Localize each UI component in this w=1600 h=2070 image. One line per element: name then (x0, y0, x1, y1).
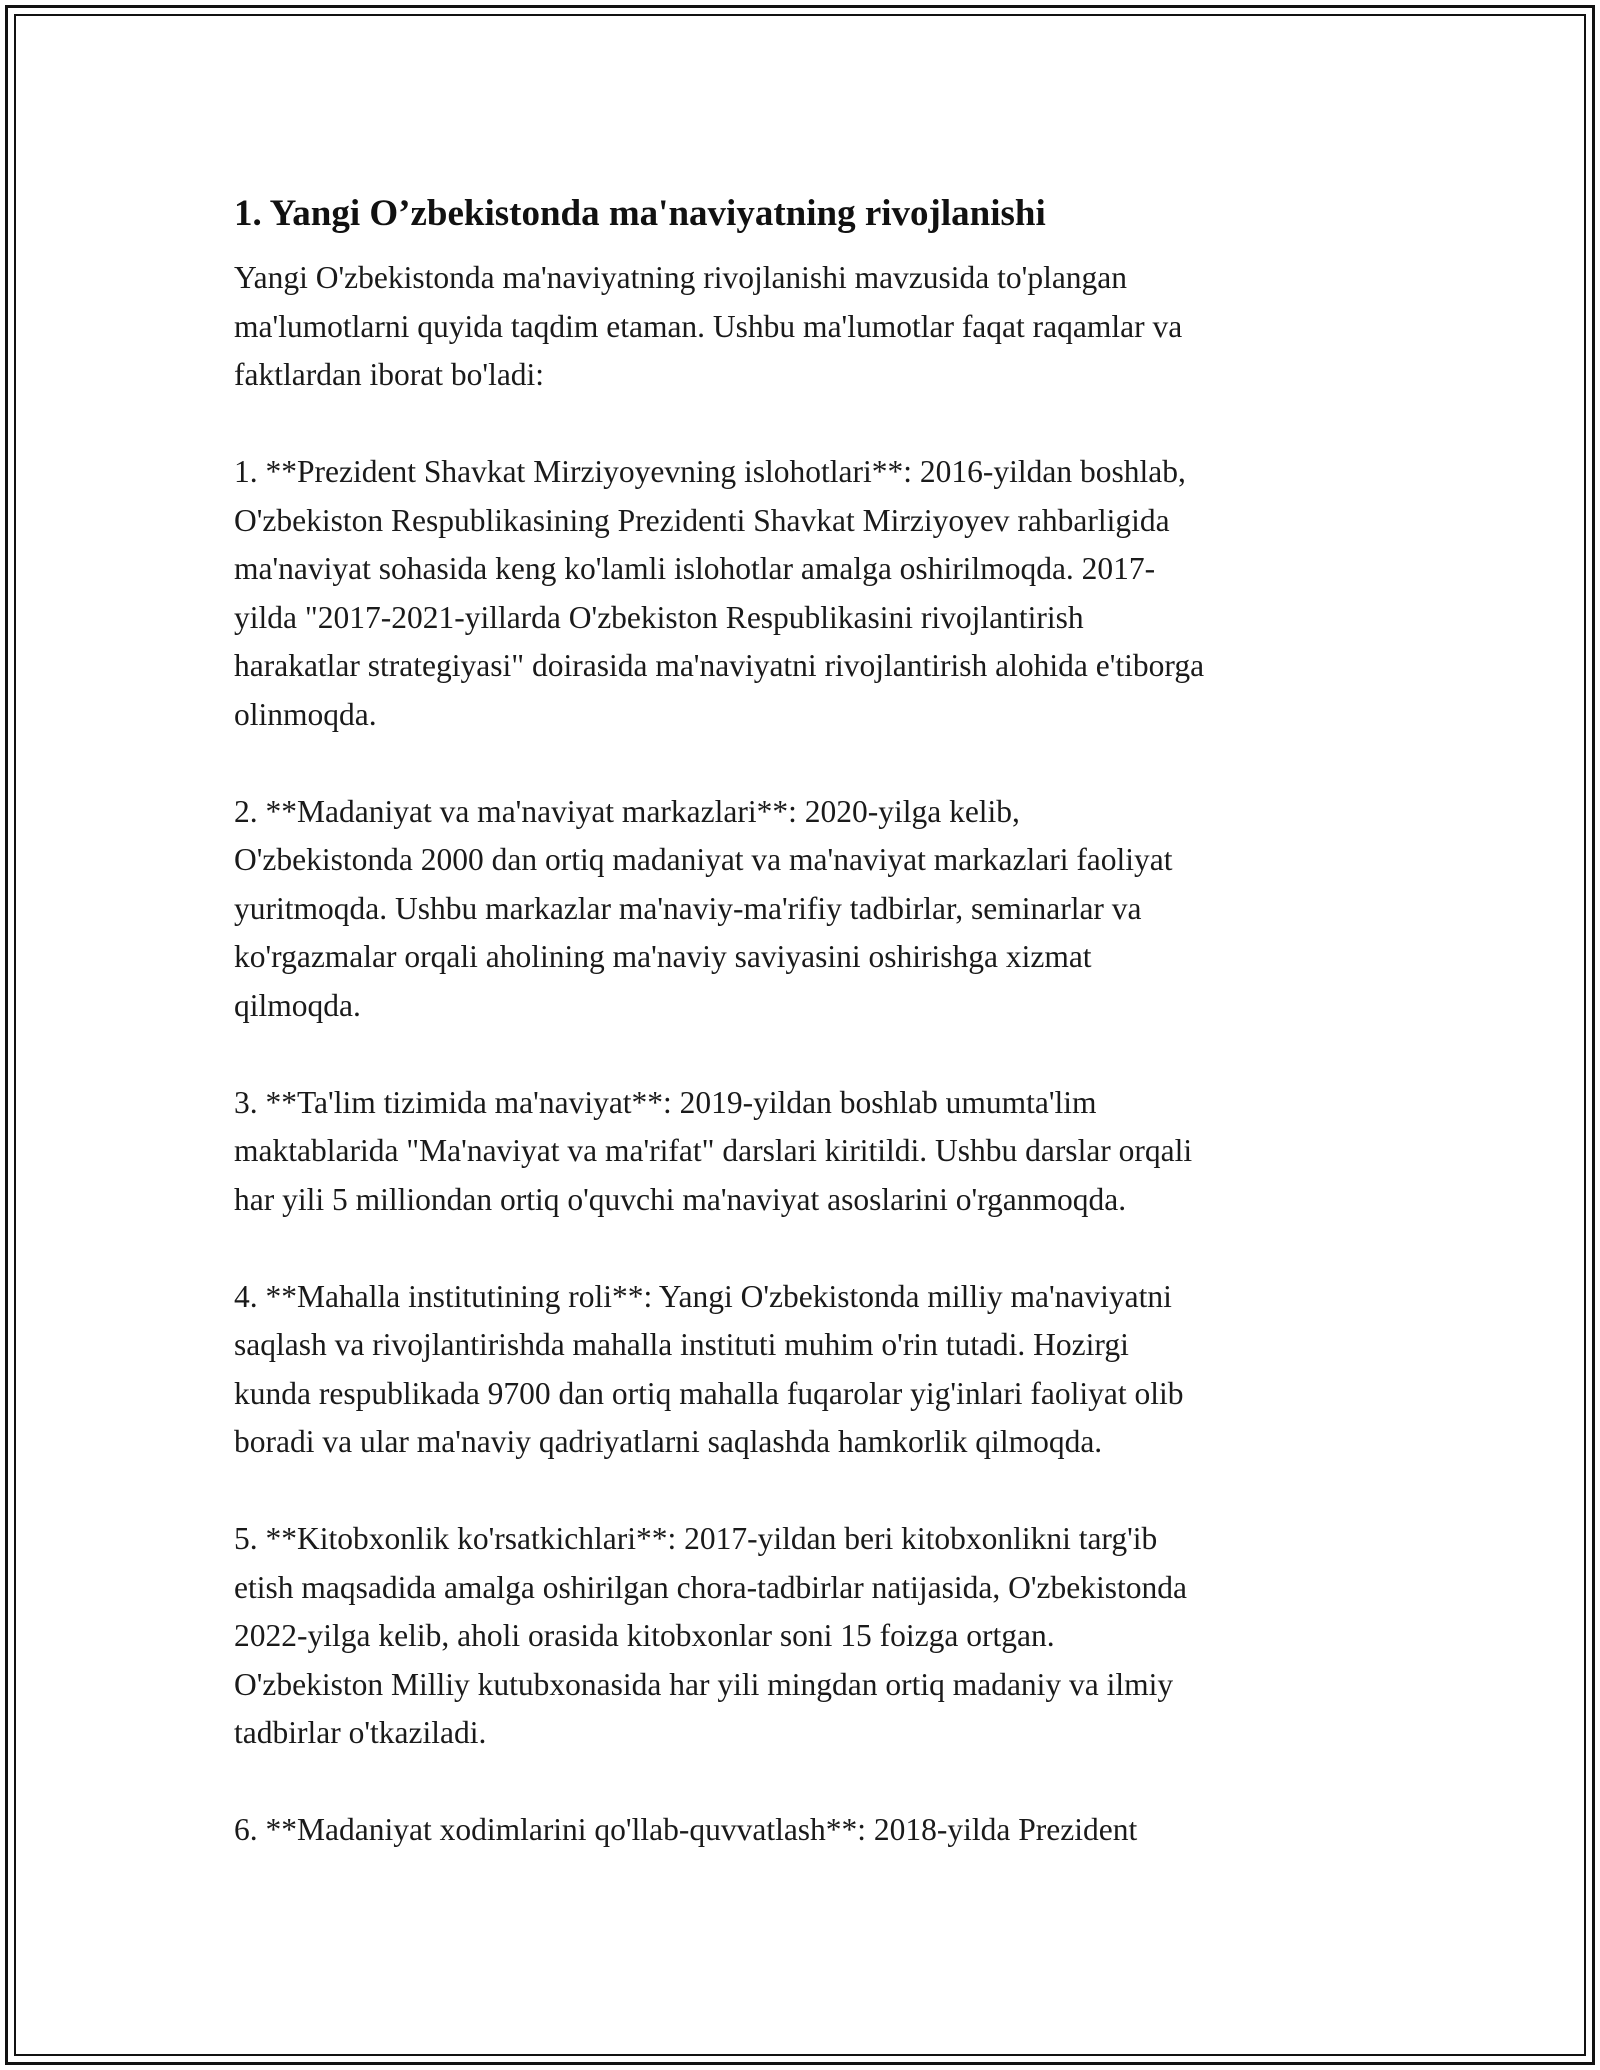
list-item-reading: 5. **Kitobxonlik ko'rsatkichlari**: 2017-yildan beri kitobxonlikni targ'ib etish maqsadida amalga oshirilgan chora-tadbirlar natijasida, O'zbekistonda 2022-yilga kelib, aholi orasida kitobxonlar soni 15 foizga ortgan. O'zbekiston Milliy kutubxonasida har yili mingdan ortiq madaniy va ilmiy tadbirlar o'tkaziladi. (234, 1521, 1187, 1750)
section-heading: 1. Yangi O’zbekistonda ma'naviyatning rivojlanishi (234, 193, 1046, 234)
list-item-mahalla: 4. **Mahalla institutining roli**: Yangi O'zbekistonda milliy ma'naviyatni saqlash va rivojlantirishda mahalla instituti muhim o'rin tutadi. Hozirgi kunda respublikada 9700 dan ortiq mahalla fuqarolar yig'inlari faoliyat olib boradi va ular ma'naviy qadriyatlarni saqlashda hamkorlik qilmoqda. (234, 1278, 1184, 1459)
list-item-culture-workers: 6. **Madaniyat xodimlarini qo'llab-quvvatlash**: 2018-yilda Prezident (234, 1812, 1138, 1847)
intro-paragraph: Yangi O'zbekistonda ma'naviyatning rivojlanishi mavzusida to'plangan ma'lumotlarni quyida taqdim etaman. Ushbu ma'lumotlar faqat raqamlar va faktlardan iborat bo'ladi: (234, 260, 1183, 392)
list-item-reforms: 1. **Prezident Shavkat Mirziyoyevning islohotlari**: 2016-yildan boshlab, O'zbekiston Respublikasining Prezidenti Shavkat Mirziyoyev rahbarligida ma'naviyat sohasida keng ko'lamli islohotlar amalga oshirilmoqda. 2017- yilda "2017-2021-yillarda O'zbekiston Respublikasini rivojlantirish harakatlar strategiyasi" doirasida ma'naviyatni rivojlantirish alohida e'tiborga olinmoqda. (234, 454, 1205, 732)
document-body (234, 188, 1374, 1903)
list-item-culture-centers: 2. **Madaniyat va ma'naviyat markazlari**: 2020-yilga kelib, O'zbekistonda 2000 dan ortiq madaniyat va ma'naviyat markazlari faoliyat yuritmoqda. Ushbu markazlar ma'naviy-ma'rifiy tadbirlar, seminarlar va ko'rgazmalar orqali aholining ma'naviy saviyasini oshirishga xizmat qilmoqda. (234, 793, 1173, 1023)
list-item-education: 3. **Ta'lim tizimida ma'naviyat**: 2019-yildan boshlab umumta'lim maktablarida "Ma'naviyat va ma'rifat" darslari kiritildi. Ushbu darslar orqali har yili 5 milliondan ortiq o'quvchi ma'naviyat asoslarini o'rganmoqda. (234, 1084, 1193, 1217)
